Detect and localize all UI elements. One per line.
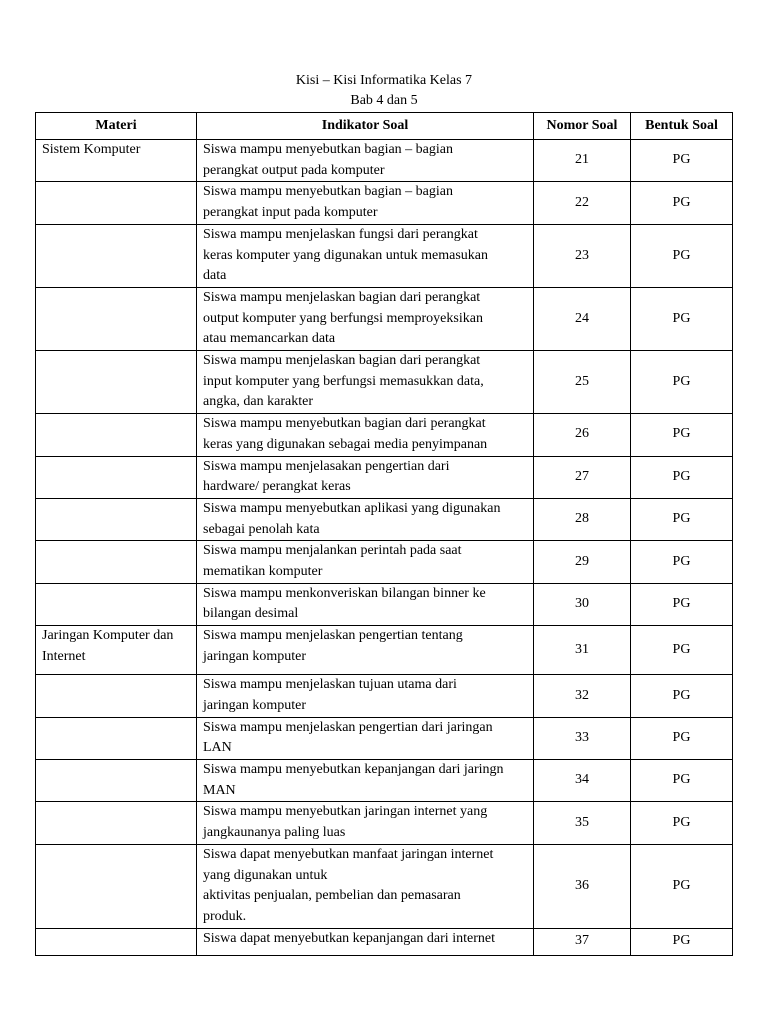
materi-cell: [36, 802, 197, 844]
table-header-row: [36, 113, 733, 140]
indikator-cell: Siswa mampu menjelaskan pengertian tentang jaringan komputer: [197, 626, 534, 675]
bentuk-soal-cell: PG: [631, 140, 733, 182]
nomor-soal-cell: 27: [534, 456, 631, 498]
materi-cell: Jaringan Komputer dan Internet: [36, 626, 197, 675]
document-subtitle: Bab 4 dan 5: [350, 93, 418, 108]
bentuk-soal-cell: PG: [631, 802, 733, 844]
header-indikator-soal: Indikator Soal: [197, 113, 534, 140]
nomor-soal-cell: 35: [534, 802, 631, 844]
materi-cell: [36, 414, 197, 456]
indikator-cell: Siswa dapat menyebutkan manfaat jaringan internet yang digunakan untuk aktivitas penjualan, pembelian dan pemasaran produk.: [197, 844, 534, 928]
table-row: [36, 802, 733, 844]
bentuk-soal-cell: PG: [631, 287, 733, 350]
bentuk-soal-cell: PG: [631, 717, 733, 759]
indikator-cell: Siswa mampu menyebutkan kepanjangan dari jaringn MAN: [197, 759, 534, 801]
bentuk-soal-cell: PG: [631, 583, 733, 625]
materi-cell: [36, 224, 197, 287]
indikator-cell: Siswa dapat menyebutkan kepanjangan dari internet: [197, 928, 534, 955]
materi-cell: [36, 287, 197, 350]
materi-cell: [36, 717, 197, 759]
bentuk-soal-cell: PG: [631, 182, 733, 224]
indikator-cell: Siswa mampu menjelaskan bagian dari perangkat output komputer yang berfungsi memproyeksikan atau memancarkan data: [197, 287, 534, 350]
indikator-cell: Siswa mampu menyebutkan jaringan internet yang jangkaunanya paling luas: [197, 802, 534, 844]
indikator-cell: Siswa mampu menyebutkan bagian dari perangkat keras yang digunakan sebagai media penyimpanan: [197, 414, 534, 456]
bentuk-soal-cell: PG: [631, 844, 733, 928]
nomor-soal-cell: 37: [534, 928, 631, 955]
header-bentuk-soal: Bentuk Soal: [631, 113, 733, 140]
table-row: [36, 224, 733, 287]
table-row: [36, 844, 733, 928]
bentuk-soal-cell: PG: [631, 928, 733, 955]
indikator-cell: Siswa mampu menkonveriskan bilangan binner ke bilangan desimal: [197, 583, 534, 625]
materi-cell: [36, 182, 197, 224]
materi-cell: [36, 675, 197, 717]
bentuk-soal-cell: PG: [631, 759, 733, 801]
materi-cell: [36, 498, 197, 540]
header-materi: Materi: [36, 113, 197, 140]
materi-cell: [36, 456, 197, 498]
materi-cell: [36, 759, 197, 801]
nomor-soal-cell: 31: [534, 626, 631, 675]
indikator-cell: Siswa mampu menyebutkan bagian – bagian perangkat input pada komputer: [197, 182, 534, 224]
table-row: [36, 182, 733, 224]
bentuk-soal-cell: PG: [631, 224, 733, 287]
nomor-soal-cell: 29: [534, 541, 631, 583]
bentuk-soal-cell: PG: [631, 498, 733, 540]
table-row: [36, 287, 733, 350]
header-nomor-soal: Nomor Soal: [534, 113, 631, 140]
nomor-soal-cell: 24: [534, 287, 631, 350]
materi-cell: [36, 583, 197, 625]
indikator-cell: Siswa mampu menjelaskan tujuan utama dari jaringan komputer: [197, 675, 534, 717]
indikator-cell: Siswa mampu menjalankan perintah pada saat mematikan komputer: [197, 541, 534, 583]
bentuk-soal-cell: PG: [631, 626, 733, 675]
table-row: [36, 928, 733, 955]
indikator-cell: Siswa mampu menjelaskan fungsi dari perangkat keras komputer yang digunakan untuk memasukan data: [197, 224, 534, 287]
materi-cell: [36, 541, 197, 583]
table-row: [36, 351, 733, 414]
materi-cell: [36, 844, 197, 928]
nomor-soal-cell: 22: [534, 182, 631, 224]
table-row: [36, 140, 733, 182]
table-row: [36, 583, 733, 625]
table-row: [36, 675, 733, 717]
table-row: [36, 759, 733, 801]
nomor-soal-cell: 21: [534, 140, 631, 182]
nomor-soal-cell: 26: [534, 414, 631, 456]
table-row: [36, 717, 733, 759]
table-row: [36, 541, 733, 583]
indikator-cell: Siswa mampu menyebutkan aplikasi yang digunakan sebagai penolah kata: [197, 498, 534, 540]
kisi-kisi-table: [35, 112, 733, 956]
document-title: Kisi – Kisi Informatika Kelas 7: [295, 73, 473, 88]
table-row: [36, 456, 733, 498]
indikator-cell: Siswa mampu menjelaskan bagian dari perangkat input komputer yang berfungsi memasukkan data, angka, dan karakter: [197, 351, 534, 414]
bentuk-soal-cell: PG: [631, 351, 733, 414]
table-row: [36, 498, 733, 540]
bentuk-soal-cell: PG: [631, 541, 733, 583]
indikator-cell: Siswa mampu menjelasakan pengertian dari hardware/ perangkat keras: [197, 456, 534, 498]
nomor-soal-cell: 36: [534, 844, 631, 928]
materi-cell: [36, 351, 197, 414]
materi-cell: Sistem Komputer: [36, 140, 197, 182]
nomor-soal-cell: 34: [534, 759, 631, 801]
bentuk-soal-cell: PG: [631, 675, 733, 717]
bentuk-soal-cell: PG: [631, 414, 733, 456]
nomor-soal-cell: 33: [534, 717, 631, 759]
table-body: [36, 140, 733, 956]
nomor-soal-cell: 32: [534, 675, 631, 717]
nomor-soal-cell: 25: [534, 351, 631, 414]
indikator-cell: Siswa mampu menyebutkan bagian – bagian perangkat output pada komputer: [197, 140, 534, 182]
bentuk-soal-cell: PG: [631, 456, 733, 498]
nomor-soal-cell: 28: [534, 498, 631, 540]
table-row: [36, 414, 733, 456]
nomor-soal-cell: 30: [534, 583, 631, 625]
table-row: [36, 626, 733, 675]
nomor-soal-cell: 23: [534, 224, 631, 287]
materi-cell: [36, 928, 197, 955]
indikator-cell: Siswa mampu menjelaskan pengertian dari jaringan LAN: [197, 717, 534, 759]
